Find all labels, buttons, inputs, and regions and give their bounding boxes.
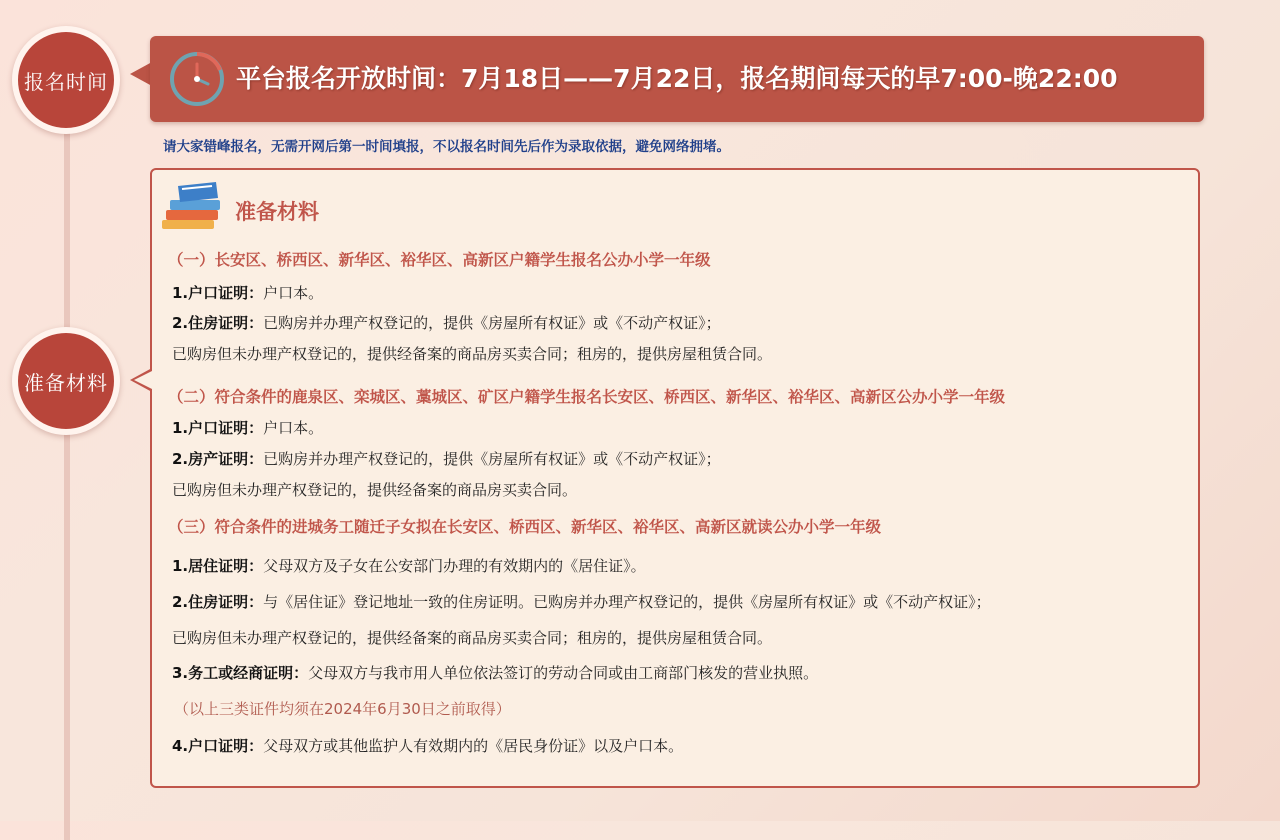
item-text: 已购房并办理产权登记的，提供《房屋所有权证》或《不动产权证》； xyxy=(263,314,721,332)
clock-icon xyxy=(168,50,226,108)
item-text: 户口本。 xyxy=(263,419,324,437)
list-item xyxy=(172,343,772,364)
card-pointer-inner xyxy=(134,371,152,389)
list-item xyxy=(172,479,577,500)
list-item xyxy=(172,282,323,303)
list-item-note xyxy=(174,698,511,719)
item-label: 2.住房证明： xyxy=(172,314,264,332)
section-title: （一）长安区、桥西区、新华区、裕华区、高新区户籍学生报名公办小学一年级 xyxy=(168,251,711,269)
item-text: 已购房但未办理产权登记的，提供经备案的商品房买卖合同；租房的，提供房屋租赁合同。 xyxy=(172,629,773,647)
section-title: （二）符合条件的鹿泉区、栾城区、藁城区、矿区户籍学生报名长安区、桥西区、新华区、裕华区、高新区公办小学一年级 xyxy=(168,388,1006,406)
timeline-line xyxy=(64,80,70,840)
item-text: 与《居住证》登记地址一致的住房证明。已购房并办理产权登记的，提供《房屋所有权证》或《不动产权证》； xyxy=(263,593,991,611)
list-item xyxy=(172,555,646,576)
timeline-node-label: 准备材料 xyxy=(24,370,108,395)
item-text: 父母双方与我市用人单位依法签订的劳动合同或由工商部门核发的营业执照。 xyxy=(308,664,819,682)
list-item xyxy=(172,735,683,756)
registration-banner xyxy=(150,36,1204,122)
item-label: 2.房产证明： xyxy=(172,450,264,468)
list-item xyxy=(172,312,721,333)
list-item xyxy=(172,627,772,648)
item-text: 父母双方或其他监护人有效期内的《居民身份证》以及户口本。 xyxy=(263,737,684,755)
item-label: 4.户口证明： xyxy=(172,737,264,755)
item-text: 已购房但未办理产权登记的，提供经备案的商品房买卖合同。 xyxy=(172,481,578,499)
materials-title: 准备材料 xyxy=(235,200,319,224)
timeline-node-registration-time xyxy=(12,26,120,134)
item-label: 2.住房证明： xyxy=(172,593,264,611)
timeline-node-materials xyxy=(12,327,120,435)
item-label: 3.务工或经商证明： xyxy=(172,664,309,682)
item-text: 已购房但未办理产权登记的，提供经备案的商品房买卖合同；租房的，提供房屋租赁合同。 xyxy=(172,345,773,363)
item-text: 父母双方及子女在公安部门办理的有效期内的《居住证》。 xyxy=(263,557,646,575)
notice-text: 请大家错峰报名，无需开网后第一时间填报，不以报名时间先后作为录取依据，避免网络拥堵。 xyxy=(163,139,730,155)
item-label: 1.户口证明： xyxy=(172,284,264,302)
timeline-node-label: 报名时间 xyxy=(24,69,108,94)
item-label: 1.户口证明： xyxy=(172,419,264,437)
banner-text: 平台报名开放时间：7月18日——7月22日，报名期间每天的早7:00-晚22:00 xyxy=(236,64,1118,93)
item-text: 已购房并办理产权登记的，提供《房屋所有权证》或《不动产权证》； xyxy=(263,450,721,468)
list-item xyxy=(172,662,818,683)
books-icon xyxy=(158,180,228,236)
banner-pointer xyxy=(130,62,152,86)
list-item xyxy=(172,591,991,612)
materials-card xyxy=(150,168,1200,788)
item-label: 1.居住证明： xyxy=(172,557,264,575)
item-text: 户口本。 xyxy=(263,284,324,302)
section-title: （三）符合条件的进城务工随迁子女拟在长安区、桥西区、新华区、裕华区、高新区就读公办小学一年级 xyxy=(168,518,882,536)
item-text: （以上三类证件均须在2024年6月30日之前取得） xyxy=(174,700,511,718)
list-item xyxy=(172,448,721,469)
list-item xyxy=(172,417,323,438)
